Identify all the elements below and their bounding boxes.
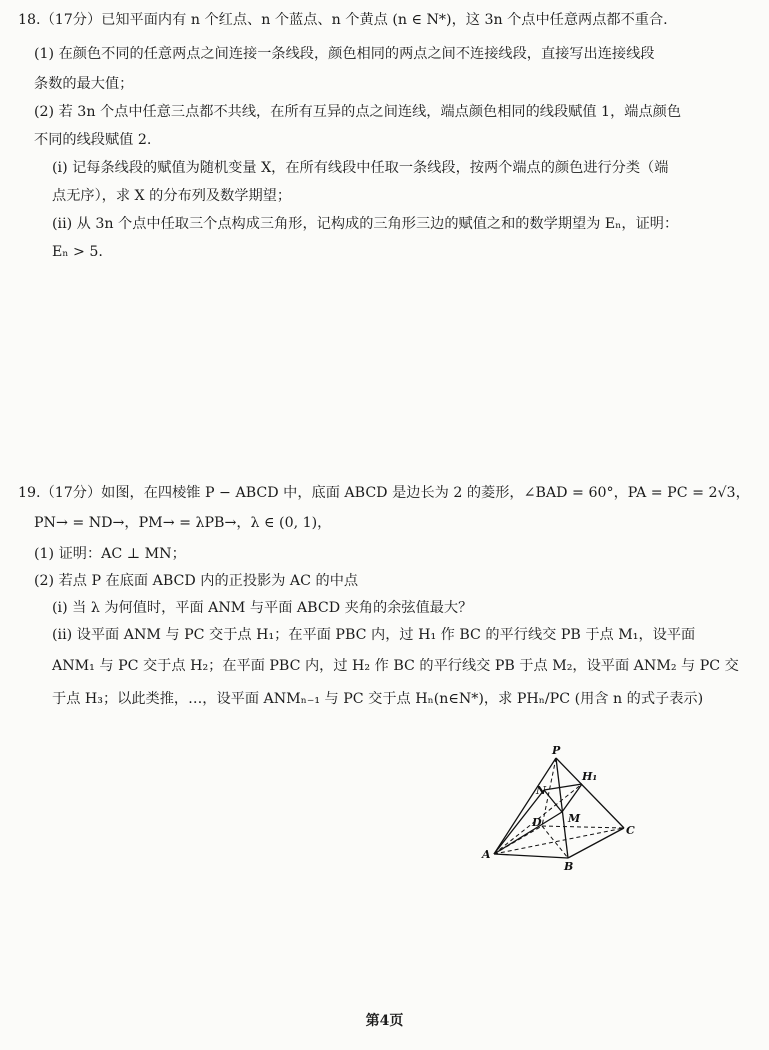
q19-line-8: 于点 H₃；以此类推，…，设平面 ANMₙ₋₁ 与 PC 交于点 Hₙ(n∈N*)，求 PHₙ/PC (用含 n 的式子表示) xyxy=(52,691,704,707)
pyramid-figure xyxy=(480,742,660,882)
edge-BC xyxy=(568,828,624,858)
q18-line-1: 18.（17分）已知平面内有 n 个红点、n 个蓝点、n 个黄点 (n ∈ N*)，这 3n 个点中任意两点都不重合. xyxy=(18,12,668,28)
edge-MH1 xyxy=(562,784,582,812)
q19-line-1: 19.（17分）如图，在四棱锥 P − ABCD 中，底面 ABCD 是边长为 2 的菱形，∠BAD = 60°，PA = PC = 2√3， xyxy=(18,485,750,501)
q18-line-5: 不同的线段赋值 2. xyxy=(34,132,152,148)
q18-line-2: (1) 在颜色不同的任意两点之间连接一条线段，颜色相同的两点之间不连接线段，直接写出连接线段 xyxy=(34,46,655,62)
edge-AM xyxy=(494,812,562,854)
q18-line-6: (i) 记每条线段的赋值为随机变量 X，在所有线段中任取一条线段，按两个端点的颜色进行分类（端 xyxy=(52,160,669,176)
q19-line-5: (i) 当 λ 为何值时，平面 ANM 与平面 ABCD 夹角的余弦值最大？ xyxy=(52,600,473,616)
label-P: P xyxy=(552,744,561,757)
edge-AC xyxy=(494,828,624,854)
page-number: 第4页 xyxy=(365,1013,404,1029)
q19-line-4: (2) 若点 P 在底面 ABCD 内的正投影为 AC 的中点 xyxy=(34,573,359,589)
label-N: N xyxy=(536,784,547,797)
q19-line-7: ANM₁ 与 PC 交于点 H₂；在平面 PBC 内，过 H₂ 作 BC 的平行线交 PB 于点 M₂，设平面 ANM₂ 与 PC 交 xyxy=(52,658,739,674)
edge-PA xyxy=(494,758,556,854)
q18-line-7: 点无序），求 X 的分布列及数学期望； xyxy=(52,188,292,204)
edge-PB xyxy=(556,758,568,858)
edge-DC xyxy=(542,826,624,828)
q19-line-3: (1) 证明：AC ⊥ MN； xyxy=(34,546,186,562)
edge-PC xyxy=(556,758,624,828)
edge-AB xyxy=(494,854,568,858)
q18-line-9: Eₙ > 5. xyxy=(52,244,103,260)
q18-line-3: 条数的最大值； xyxy=(34,76,134,92)
label-A: A xyxy=(482,848,491,861)
label-C: C xyxy=(626,824,635,837)
label-H1: H₁ xyxy=(582,770,598,783)
q19-line-2: PN→ = ND→，PM→ = λPB→，λ ∈ (0, 1)， xyxy=(34,515,332,531)
q18-line-4: (2) 若 3n 个点中任意三点都不共线，在所有互异的点之间连线，端点颜色相同的线段赋值 1，端点颜色 xyxy=(34,104,682,120)
q18-line-8: (ii) 从 3n 个点中任取三个点构成三角形，记构成的三角形三边的赋值之和的数学期望为 Eₙ，证明： xyxy=(52,216,679,232)
label-D: D xyxy=(532,816,542,829)
q19-line-6: (ii) 设平面 ANM 与 PC 交于点 H₁；在平面 PBC 内，过 H₁ 作 BC 的平行线交 PB 于点 M₁，设平面 xyxy=(52,627,696,643)
label-B: B xyxy=(564,860,574,873)
edge-AD xyxy=(494,826,542,854)
label-M: M xyxy=(568,812,581,825)
